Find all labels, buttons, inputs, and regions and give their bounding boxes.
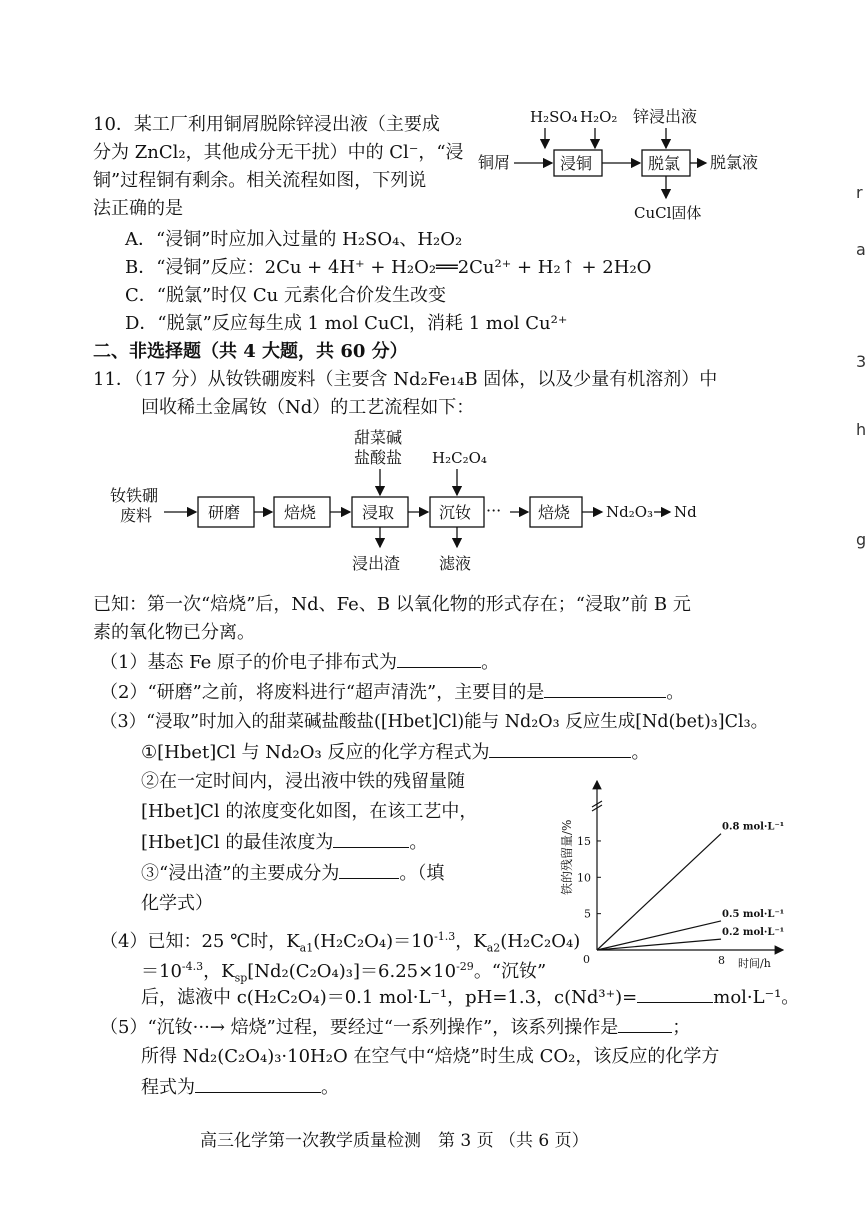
y-tick-label-0: 5	[584, 907, 591, 921]
q11-part-4-line-2	[141, 956, 546, 990]
q10-line-2: 分为 ZnCl₂，其他成分无干扰）中的 Cl⁻，“浸	[93, 142, 464, 163]
edge-mark-5: g	[856, 530, 867, 549]
q11-part-4-text-a: （4）已知：25 ℃时，K	[100, 931, 300, 952]
q11-part-3-1-end: 。	[631, 742, 650, 763]
q10-line-1: 10．某工厂利用铜屑脱除锌浸出液（主要成	[93, 114, 440, 135]
q10-flow-diagram	[470, 100, 759, 230]
q11-part-1	[100, 651, 499, 674]
q11-waste-1: 浸出渣	[352, 554, 401, 573]
x-axis-label: 时间/h	[738, 957, 771, 970]
q11-part-3-1-text: ①[Hbet]Cl 与 Nd₂O₃ 反应的化学方程式为	[141, 742, 490, 763]
q10-box-leach-label: 浸铜	[560, 154, 593, 173]
y-axis-label: 铁的残留量/%	[560, 819, 574, 895]
q11-part-2-text: （2）“研磨”之前，将废料进行“超声清洗”，主要目的是	[100, 682, 545, 703]
series-label-2: 0.2 mol·L⁻¹	[722, 927, 785, 939]
q11-reagent-2: H₂C₂O₄	[432, 449, 487, 467]
series-line-1	[597, 921, 721, 950]
q11-part-4-sup-3: -29	[456, 960, 474, 973]
q11-part-5-line-1	[100, 1016, 690, 1039]
q11-box-precipitate-label: 沉钕	[439, 503, 472, 522]
q11-part-3-3-end: 。（填	[399, 863, 445, 884]
q11-part-3-3-line-1	[141, 862, 444, 885]
q11-part-4-sub-a1: a1	[299, 941, 314, 955]
edge-mark-1: r	[856, 183, 863, 202]
q11-part-3-3-line-2: 化学式）	[141, 893, 213, 914]
q11-part-5-text-a: （5）“沉钕···→ 焙烧”过程，要经过“一系列操作”，该系列操作是	[100, 1017, 619, 1038]
q11-intro-2: 回收稀土金属钕（Nd）的工艺流程如下：	[141, 397, 475, 418]
q11-box-leach-label: 浸取	[362, 503, 395, 522]
q10-option-a: A．“浸铜”时应加入过量的 H₂SO₄、H₂O₂	[125, 229, 463, 250]
edge-mark-3: 3	[856, 352, 867, 371]
q10-option-d: D．“脱氯”反应每生成 1 mol CuCl，消耗 1 mol Cu²⁺	[125, 313, 568, 334]
q10-start-copper: 铜屑	[478, 153, 511, 172]
q11-part-4-text-j: mol·L⁻¹。	[713, 987, 800, 1008]
q11-part-3-2-text: [Hbet]Cl 的最佳浓度为	[141, 832, 334, 853]
q11-part-3-1	[141, 741, 649, 764]
q11-part-4-blank[interactable]	[637, 986, 713, 1003]
q11-part-4-text-d: (H₂C₂O₄)	[500, 931, 581, 952]
q11-part-5-text-b: ；	[672, 1017, 691, 1038]
q11-part-3-3-text: ③“浸出渣”的主要成分为	[141, 863, 340, 884]
iron-residue-chart	[555, 775, 795, 975]
series-label-0: 0.8 mol·L⁻¹	[722, 821, 785, 833]
q10-option-c: C．“脱氯”时仅 Cu 元素化合价发生改变	[125, 285, 446, 306]
q11-part-5-blank-2[interactable]	[195, 1076, 321, 1093]
q11-part-2-end: 。	[666, 682, 685, 703]
q11-part-2-blank[interactable]	[544, 681, 666, 698]
q11-part-4-sub-a2: a2	[486, 941, 501, 955]
q11-waste-2: 滤液	[439, 554, 472, 573]
q11-product-nd: Nd	[674, 503, 697, 521]
q11-part-5-line-3	[141, 1076, 339, 1099]
q11-part-4-line-1	[100, 926, 580, 960]
series-label-1: 0.5 mol·L⁻¹	[722, 908, 785, 920]
q10-output-liquid: 脱氯液	[710, 153, 759, 172]
q11-part-3: （3）“浸取”时加入的甜菜碱盐酸盐([Hbet]Cl)能与 Nd₂O₃ 反应生成[Nd(bet)₃]Cl₃。	[100, 712, 769, 732]
q10-option-b: B．“浸铜”反应：2Cu + 4H⁺ + H₂O₂══2Cu²⁺ + H₂↑ + 2H₂O	[125, 257, 652, 278]
series-line-2	[597, 939, 721, 950]
series-line-0	[597, 834, 721, 950]
q11-part-4-text-h: 。“沉钕”	[473, 961, 547, 982]
q11-part-3-2-line-1: ②在一定时间内，浸出液中铁的残留量随	[141, 771, 465, 792]
edge-mark-4: h	[856, 420, 867, 439]
q11-part-4-sup-1: -1.3	[434, 930, 456, 943]
q11-part-4-sup-2: -4.3	[181, 960, 204, 973]
x-tick-label-1: 8	[718, 954, 725, 967]
y-tick-label-2: 15	[577, 834, 591, 848]
q11-part-5-text-d: 。	[321, 1077, 339, 1098]
q11-part-3-3-blank[interactable]	[339, 862, 399, 879]
q10-box-dechlor-label: 脱氯	[648, 154, 681, 173]
q11-intro-1: 11．（17 分）从钕铁硼废料（主要含 Nd₂Fe₁₄B 固体，以及少量有机溶剂）中	[93, 369, 718, 390]
q11-part-4-text-g: [Nd₂(C₂O₄)₃]＝6.25×10	[247, 961, 457, 982]
q10-line-4: 法正确的是	[93, 198, 183, 219]
q11-part-4-line-3	[141, 986, 799, 1009]
origin-label: 0	[583, 953, 590, 966]
q11-part-2	[100, 681, 684, 704]
q11-product-oxide: Nd₂O₃	[606, 503, 654, 521]
y-tick-label-1: 10	[577, 871, 591, 885]
q11-part-4-sub-sp: sp	[234, 971, 248, 985]
q11-part-4-text-b: (H₂C₂O₄)＝10	[313, 931, 435, 952]
q11-reagent-1-line-1: 甜菜碱	[354, 428, 403, 447]
q11-known-2: 素的氧化物已分离。	[93, 622, 255, 643]
q11-start-line-1: 钕铁硼	[110, 486, 159, 505]
q10-reagent-h2o2: H₂O₂	[580, 108, 618, 126]
page-footer: 高三化学第一次教学质量检测 第 3 页 （共 6 页）	[200, 1131, 589, 1151]
chart-series	[597, 822, 784, 950]
q10-line-3: 铜”过程铜有剩余。相关流程如图，下列说	[93, 170, 427, 191]
q11-part-3-1-blank[interactable]	[489, 741, 631, 758]
q11-start-line-2: 废料	[120, 506, 153, 525]
q11-part-3-2-line-3	[141, 831, 427, 854]
q11-part-4-text-e: ＝10	[141, 961, 182, 982]
q11-reagent-1-line-2: 盐酸盐	[354, 448, 403, 467]
q11-part-1-text: （1）基态 Fe 原子的价电子排布式为	[100, 652, 398, 673]
q11-part-3-2-end: 。	[409, 832, 428, 853]
edge-mark-2: a	[856, 240, 866, 259]
q10-reagent-zinc-leach: 锌浸出液	[633, 107, 698, 126]
q11-box-grind-label: 研磨	[208, 503, 241, 522]
q11-part-5-line-2: 所得 Nd₂(C₂O₄)₃·10H₂O 在空气中“焙烧”时生成 CO₂，该反应的化学方	[141, 1046, 720, 1067]
q10-output-solid: CuCl固体	[634, 204, 702, 222]
q11-part-4-text-f: ，K	[203, 961, 235, 982]
q11-box-roast-2-label: 焙烧	[538, 503, 571, 522]
q11-dots: ···	[486, 501, 502, 520]
q11-part-1-end: 。	[481, 652, 500, 673]
q11-part-5-text-c: 程式为	[141, 1077, 195, 1098]
q10-reagent-h2so4: H₂SO₄	[530, 108, 578, 126]
q11-part-4-text-i: 后，滤液中 c(H₂C₂O₄)＝0.1 mol·L⁻¹，pH=1.3，c(Nd³⁺)=	[141, 987, 638, 1008]
q11-known-1: 已知：第一次“焙烧”后，Nd、Fe、B 以氧化物的形式存在；“浸取”前 B 元	[93, 594, 691, 615]
q11-part-5-blank-1[interactable]	[618, 1016, 672, 1033]
q11-part-1-blank[interactable]	[397, 651, 481, 668]
section-header: 二、非选择题（共 4 大题，共 60 分）	[93, 341, 408, 362]
q11-part-3-2-blank[interactable]	[333, 831, 409, 848]
q11-part-4-text-c: ，K	[455, 931, 487, 952]
q11-part-3-2-line-2: [Hbet]Cl 的浓度变化如图，在该工艺中，	[141, 801, 478, 822]
q11-box-roast-1-label: 焙烧	[284, 503, 317, 522]
q11-flow-diagram	[100, 425, 740, 585]
